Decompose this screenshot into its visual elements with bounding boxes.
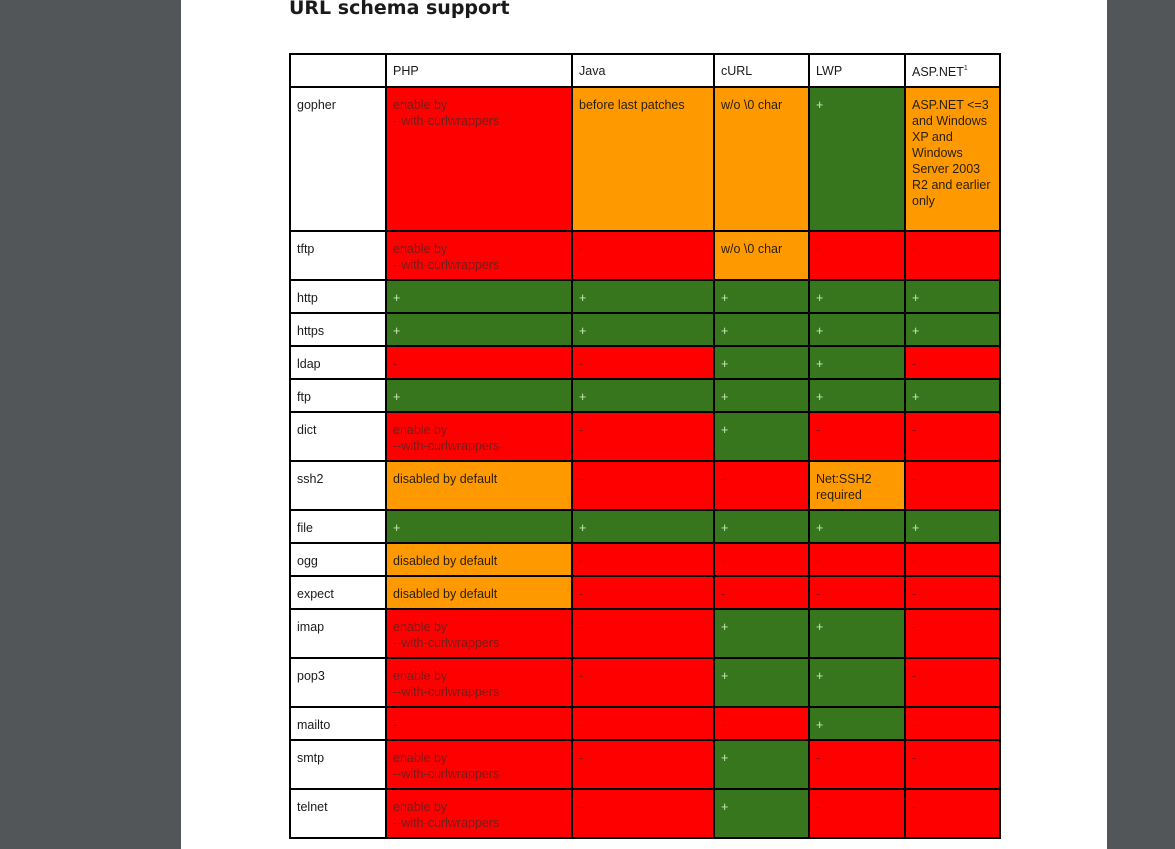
table-row-ftp [290,379,1000,412]
cell-imap-aspnet: - [905,609,1000,658]
cell-expect-aspnet: - [905,576,1000,609]
cell-pop3-java: - [572,658,714,707]
cell-gopher-php: enable by --with-curlwrappers [386,87,572,231]
footnote-marker: 1 [963,65,968,72]
row-label: gopher [290,87,386,231]
table-row-mailto [290,707,1000,740]
table-row-http [290,280,1000,313]
cell-telnet-curl: + [714,789,809,838]
cell-file-aspnet: + [905,510,1000,543]
row-label: smtp [290,740,386,789]
row-label: imap [290,609,386,658]
cell-mailto-php: - [386,707,572,740]
cell-file-php: + [386,510,572,543]
cell-http-lwp: + [809,280,905,313]
row-label: mailto [290,707,386,740]
cell-smtp-php: enable by --with-curlwrappers [386,740,572,789]
cell-ssh2-aspnet: - [905,461,1000,510]
row-label: expect [290,576,386,609]
cell-pop3-php: enable by --with-curlwrappers [386,658,572,707]
document-page [181,0,1107,849]
cell-http-php: + [386,280,572,313]
cell-telnet-php: enable by --with-curlwrappers [386,789,572,838]
cell-gopher-java: before last patches [572,87,714,231]
table-row-ogg [290,543,1000,576]
cell-https-aspnet: + [905,313,1000,346]
cell-ssh2-php: disabled by default [386,461,572,510]
cell-tftp-java: - [572,231,714,280]
cell-imap-java: - [572,609,714,658]
cell-gopher-curl: w/o \0 char [714,87,809,231]
cell-tftp-lwp: - [809,231,905,280]
table-row-https [290,313,1000,346]
cell-ftp-java: + [572,379,714,412]
header-php: PHP [386,54,572,87]
table-row-imap [290,609,1000,658]
cell-pop3-lwp: + [809,658,905,707]
cell-telnet-aspnet: - [905,789,1000,838]
cell-ftp-curl: + [714,379,809,412]
cell-dict-java: - [572,412,714,461]
cell-https-java: + [572,313,714,346]
table-row-tftp [290,231,1000,280]
cell-pop3-aspnet: - [905,658,1000,707]
cell-smtp-curl: + [714,740,809,789]
section-title: URL schema support [289,0,510,19]
table-row-smtp [290,740,1000,789]
row-label: tftp [290,231,386,280]
cell-smtp-lwp: - [809,740,905,789]
cell-tftp-curl: w/o \0 char [714,231,809,280]
table-row-file [290,510,1000,543]
cell-file-lwp: + [809,510,905,543]
cell-mailto-curl: - [714,707,809,740]
cell-https-lwp: + [809,313,905,346]
cell-ldap-lwp: + [809,346,905,379]
cell-dict-php: enable by --with-curlwrappers [386,412,572,461]
table-row-dict [290,412,1000,461]
cell-ogg-lwp: - [809,543,905,576]
cell-ldap-aspnet: - [905,346,1000,379]
cell-ldap-curl: + [714,346,809,379]
cell-smtp-aspnet: - [905,740,1000,789]
row-label: dict [290,412,386,461]
cell-ldap-php: - [386,346,572,379]
header-aspnet-label: ASP.NET [912,65,964,79]
row-label: ldap [290,346,386,379]
cell-tftp-aspnet: - [905,231,1000,280]
header-curl: cURL [714,54,809,87]
cell-imap-curl: + [714,609,809,658]
cell-dict-aspnet: - [905,412,1000,461]
table-row-ssh2 [290,461,1000,510]
table-row-pop3 [290,658,1000,707]
cell-ssh2-java: - [572,461,714,510]
cell-dict-lwp: - [809,412,905,461]
cell-imap-php: enable by --with-curlwrappers [386,609,572,658]
cell-mailto-aspnet: - [905,707,1000,740]
cell-file-java: + [572,510,714,543]
cell-expect-lwp: - [809,576,905,609]
row-label: http [290,280,386,313]
row-label: telnet [290,789,386,838]
cell-ftp-php: + [386,379,572,412]
row-label: ogg [290,543,386,576]
cell-ssh2-curl: - [714,461,809,510]
cell-ogg-curl: - [714,543,809,576]
cell-ftp-lwp: + [809,379,905,412]
header-row [290,54,1000,87]
cell-http-curl: + [714,280,809,313]
cell-ogg-aspnet: - [905,543,1000,576]
row-label: ftp [290,379,386,412]
cell-expect-php: disabled by default [386,576,572,609]
cell-mailto-lwp: + [809,707,905,740]
header-java: Java [572,54,714,87]
cell-ldap-java: - [572,346,714,379]
cell-mailto-java: - [572,707,714,740]
cell-expect-java: - [572,576,714,609]
row-label: pop3 [290,658,386,707]
cell-smtp-java: - [572,740,714,789]
table-row-ldap [290,346,1000,379]
cell-tftp-php: enable by --with-curlwrappers [386,231,572,280]
cell-telnet-java: - [572,789,714,838]
cell-dict-curl: + [714,412,809,461]
cell-https-php: + [386,313,572,346]
cell-gopher-lwp: + [809,87,905,231]
cell-http-aspnet: + [905,280,1000,313]
cell-https-curl: + [714,313,809,346]
row-label: file [290,510,386,543]
cell-imap-lwp: + [809,609,905,658]
row-label: https [290,313,386,346]
cell-telnet-lwp: - [809,789,905,838]
cell-http-java: + [572,280,714,313]
cell-ogg-java: - [572,543,714,576]
table-row-gopher [290,87,1000,231]
cell-ftp-aspnet: + [905,379,1000,412]
header-lwp: LWP [809,54,905,87]
table-row-expect [290,576,1000,609]
cell-ogg-php: disabled by default [386,543,572,576]
cell-pop3-curl: + [714,658,809,707]
url-schema-table [289,53,1001,839]
cell-ssh2-lwp: Net:SSH2 required [809,461,905,510]
table-row-telnet [290,789,1000,838]
cell-expect-curl: - [714,576,809,609]
header-empty [290,54,386,87]
cell-file-curl: + [714,510,809,543]
row-label: ssh2 [290,461,386,510]
header-aspnet [905,54,1000,87]
cell-gopher-aspnet: ASP.NET <=3 and Windows XP and Windows Server 2003 R2 and earlier only [905,87,1000,231]
